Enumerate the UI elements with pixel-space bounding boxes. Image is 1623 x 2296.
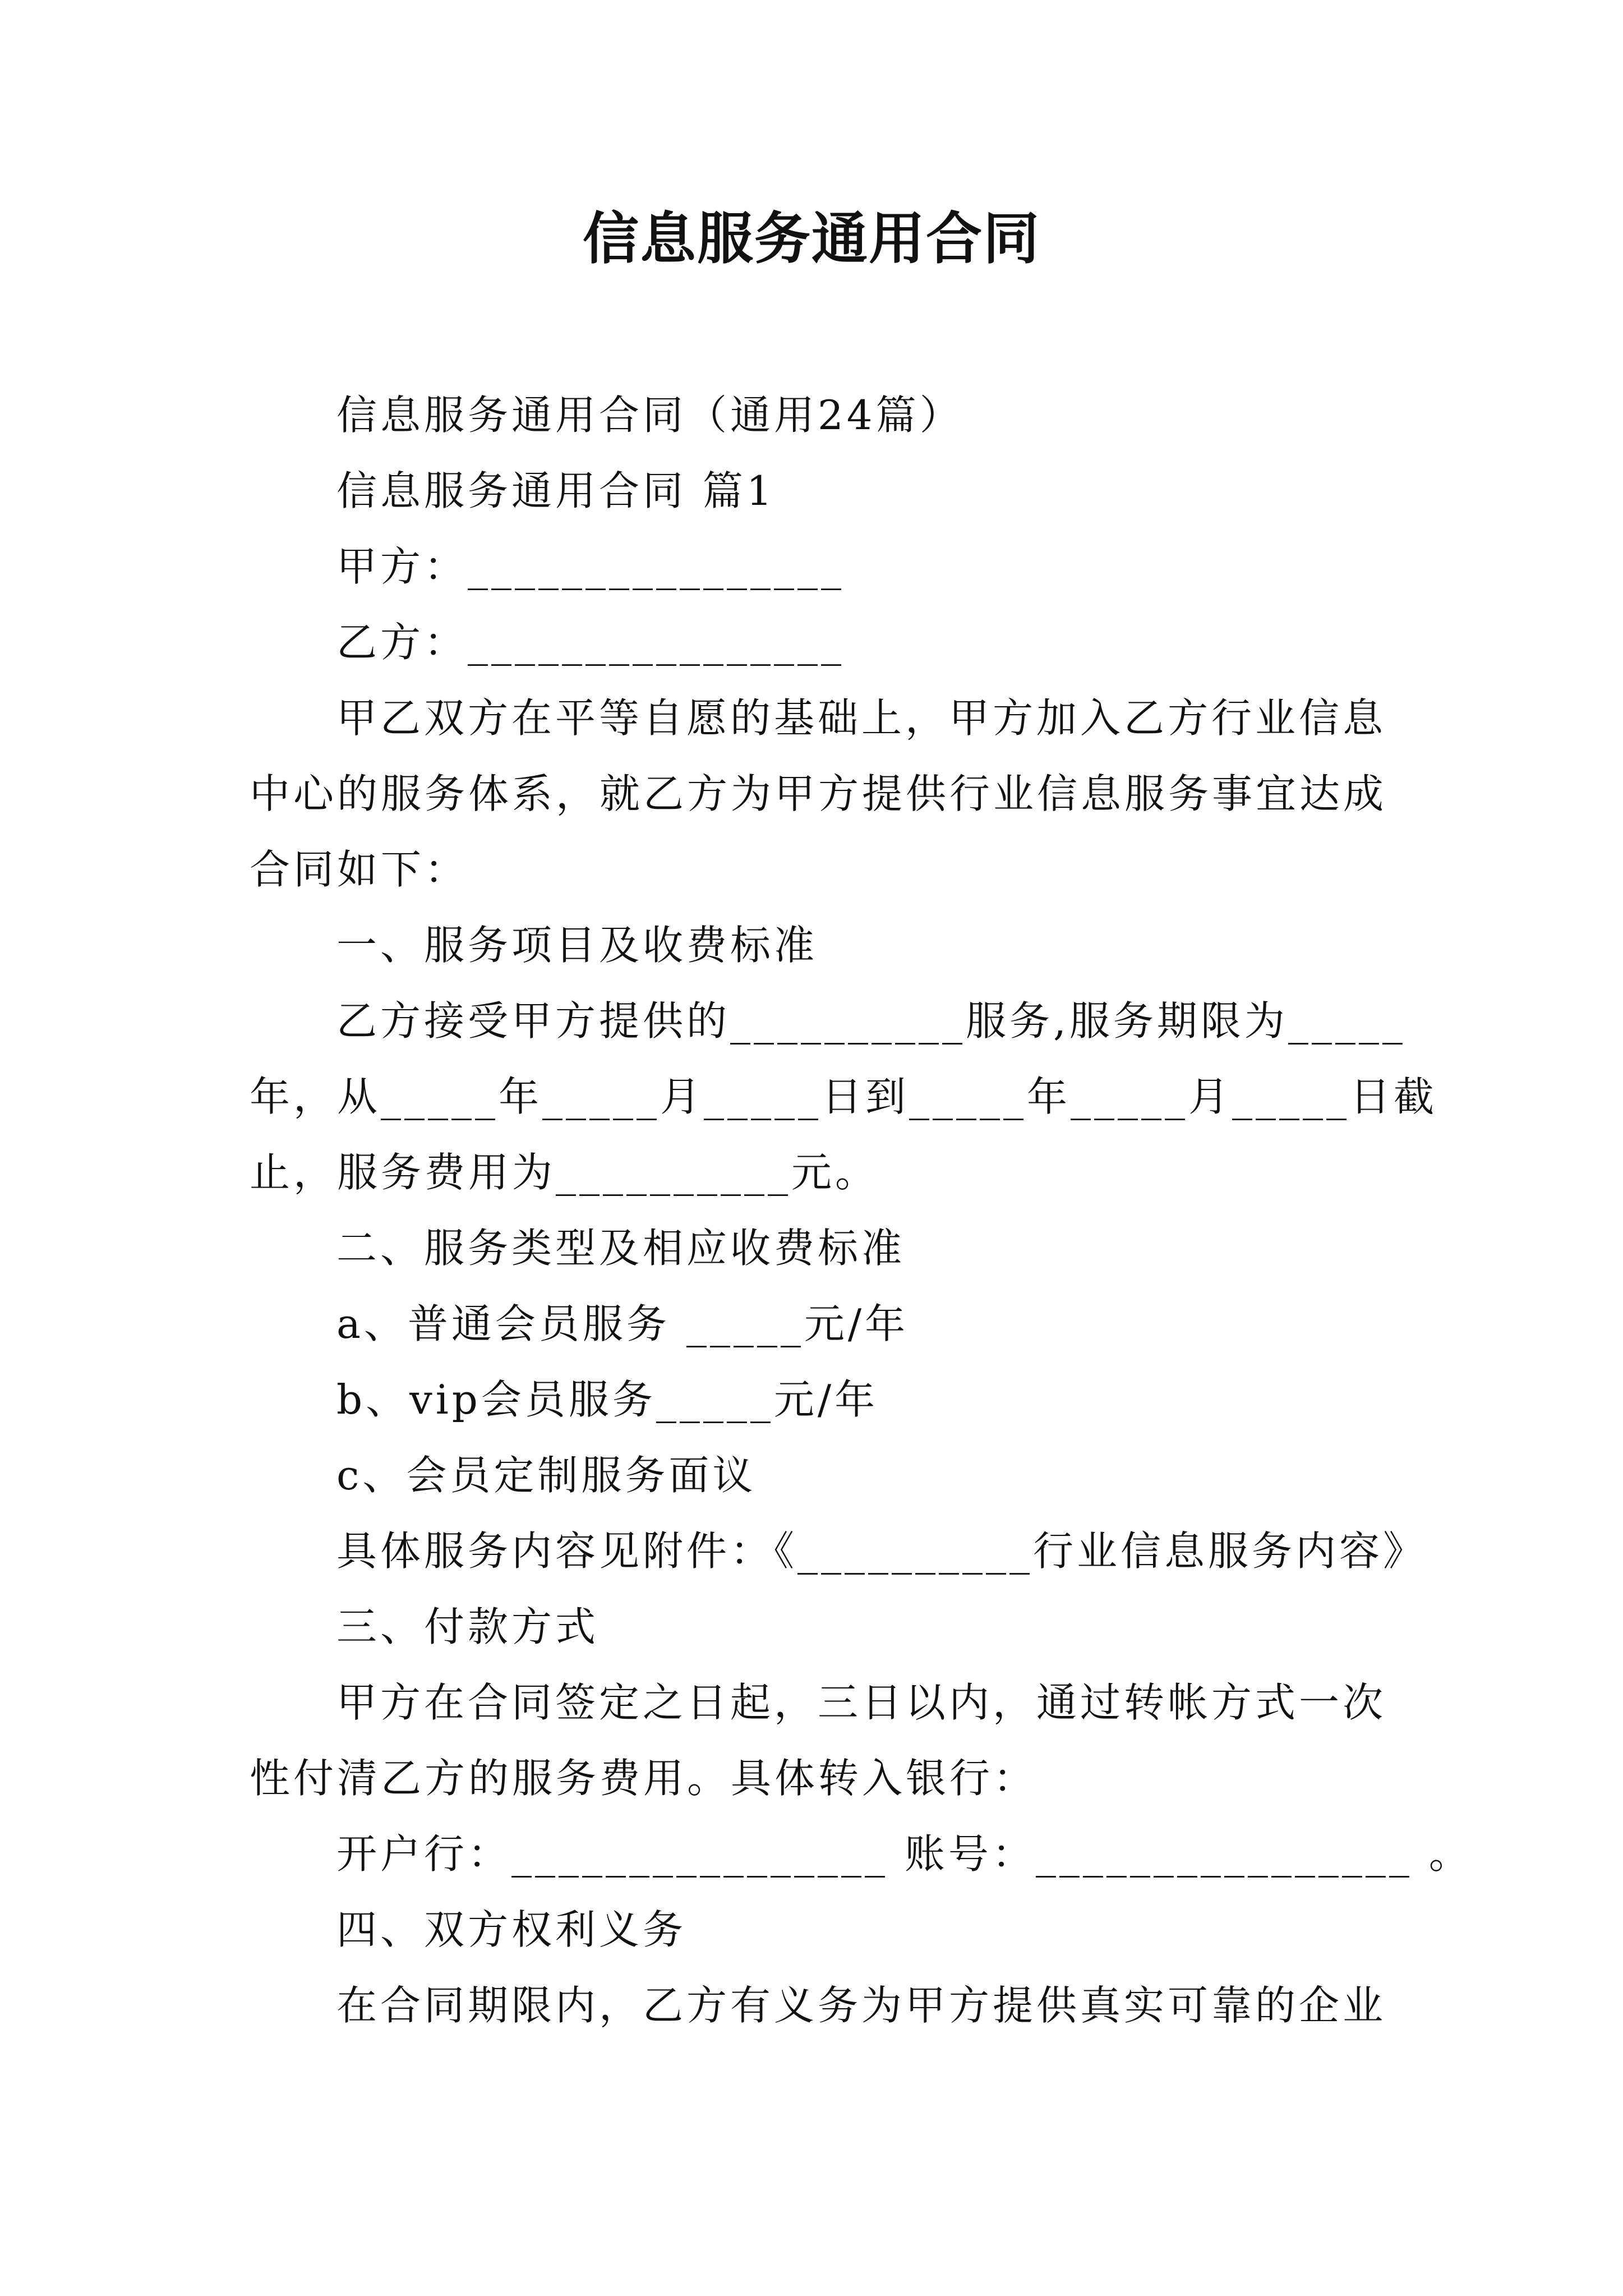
paragraph-line: 合同如下： bbox=[250, 846, 469, 893]
paragraph-line: 甲方在合同签定之日起，三日以内，通过转帐方式一次 bbox=[336, 1679, 1387, 1726]
paragraph-line: 年，从_____年_____月_____日到_____年_____月_____日截 bbox=[250, 1073, 1438, 1120]
clause-heading: 二、服务类型及相应收费标准 bbox=[336, 1225, 906, 1272]
bank-account-line: 开户行：________________ 账号：________________ 。 bbox=[336, 1830, 1473, 1878]
list-item: a、普通会员服务 _____元/年 bbox=[336, 1300, 909, 1347]
section-heading: 信息服务通用合同 篇1 bbox=[336, 467, 776, 514]
paragraph-line: 在合同期限内，乙方有义务为甲方提供真实可靠的企业 bbox=[336, 1982, 1387, 2029]
collection-heading: 信息服务通用合同（通用24篇） bbox=[336, 392, 963, 439]
party-b-line: 乙方：________________ bbox=[336, 619, 845, 666]
list-item: b、vip会员服务_____元/年 bbox=[336, 1376, 879, 1423]
list-item: c、会员定制服务面议 bbox=[336, 1452, 757, 1499]
document-title: 信息服务通用合同 bbox=[583, 205, 1040, 272]
clause-heading: 三、付款方式 bbox=[336, 1603, 600, 1650]
paragraph-line: 中心的服务体系，就乙方为甲方提供行业信息服务事宜达成 bbox=[250, 770, 1387, 817]
paragraph-line: 性付清乙方的服务费用。具体转入银行： bbox=[250, 1755, 1038, 1802]
clause-heading: 四、双方权利义务 bbox=[336, 1906, 687, 1953]
paragraph-line: 甲乙双方在平等自愿的基础上，甲方加入乙方行业信息 bbox=[336, 694, 1387, 742]
paragraph-line: 止，服务费用为__________元。 bbox=[250, 1149, 879, 1196]
paragraph-line: 具体服务内容见附件：《__________行业信息服务内容》 bbox=[336, 1527, 1427, 1575]
clause-heading: 一、服务项目及收费标准 bbox=[336, 922, 818, 969]
party-a-line: 甲方：________________ bbox=[336, 543, 845, 590]
paragraph-line: 乙方接受甲方提供的__________服务,服务期限为_____ bbox=[336, 997, 1406, 1045]
